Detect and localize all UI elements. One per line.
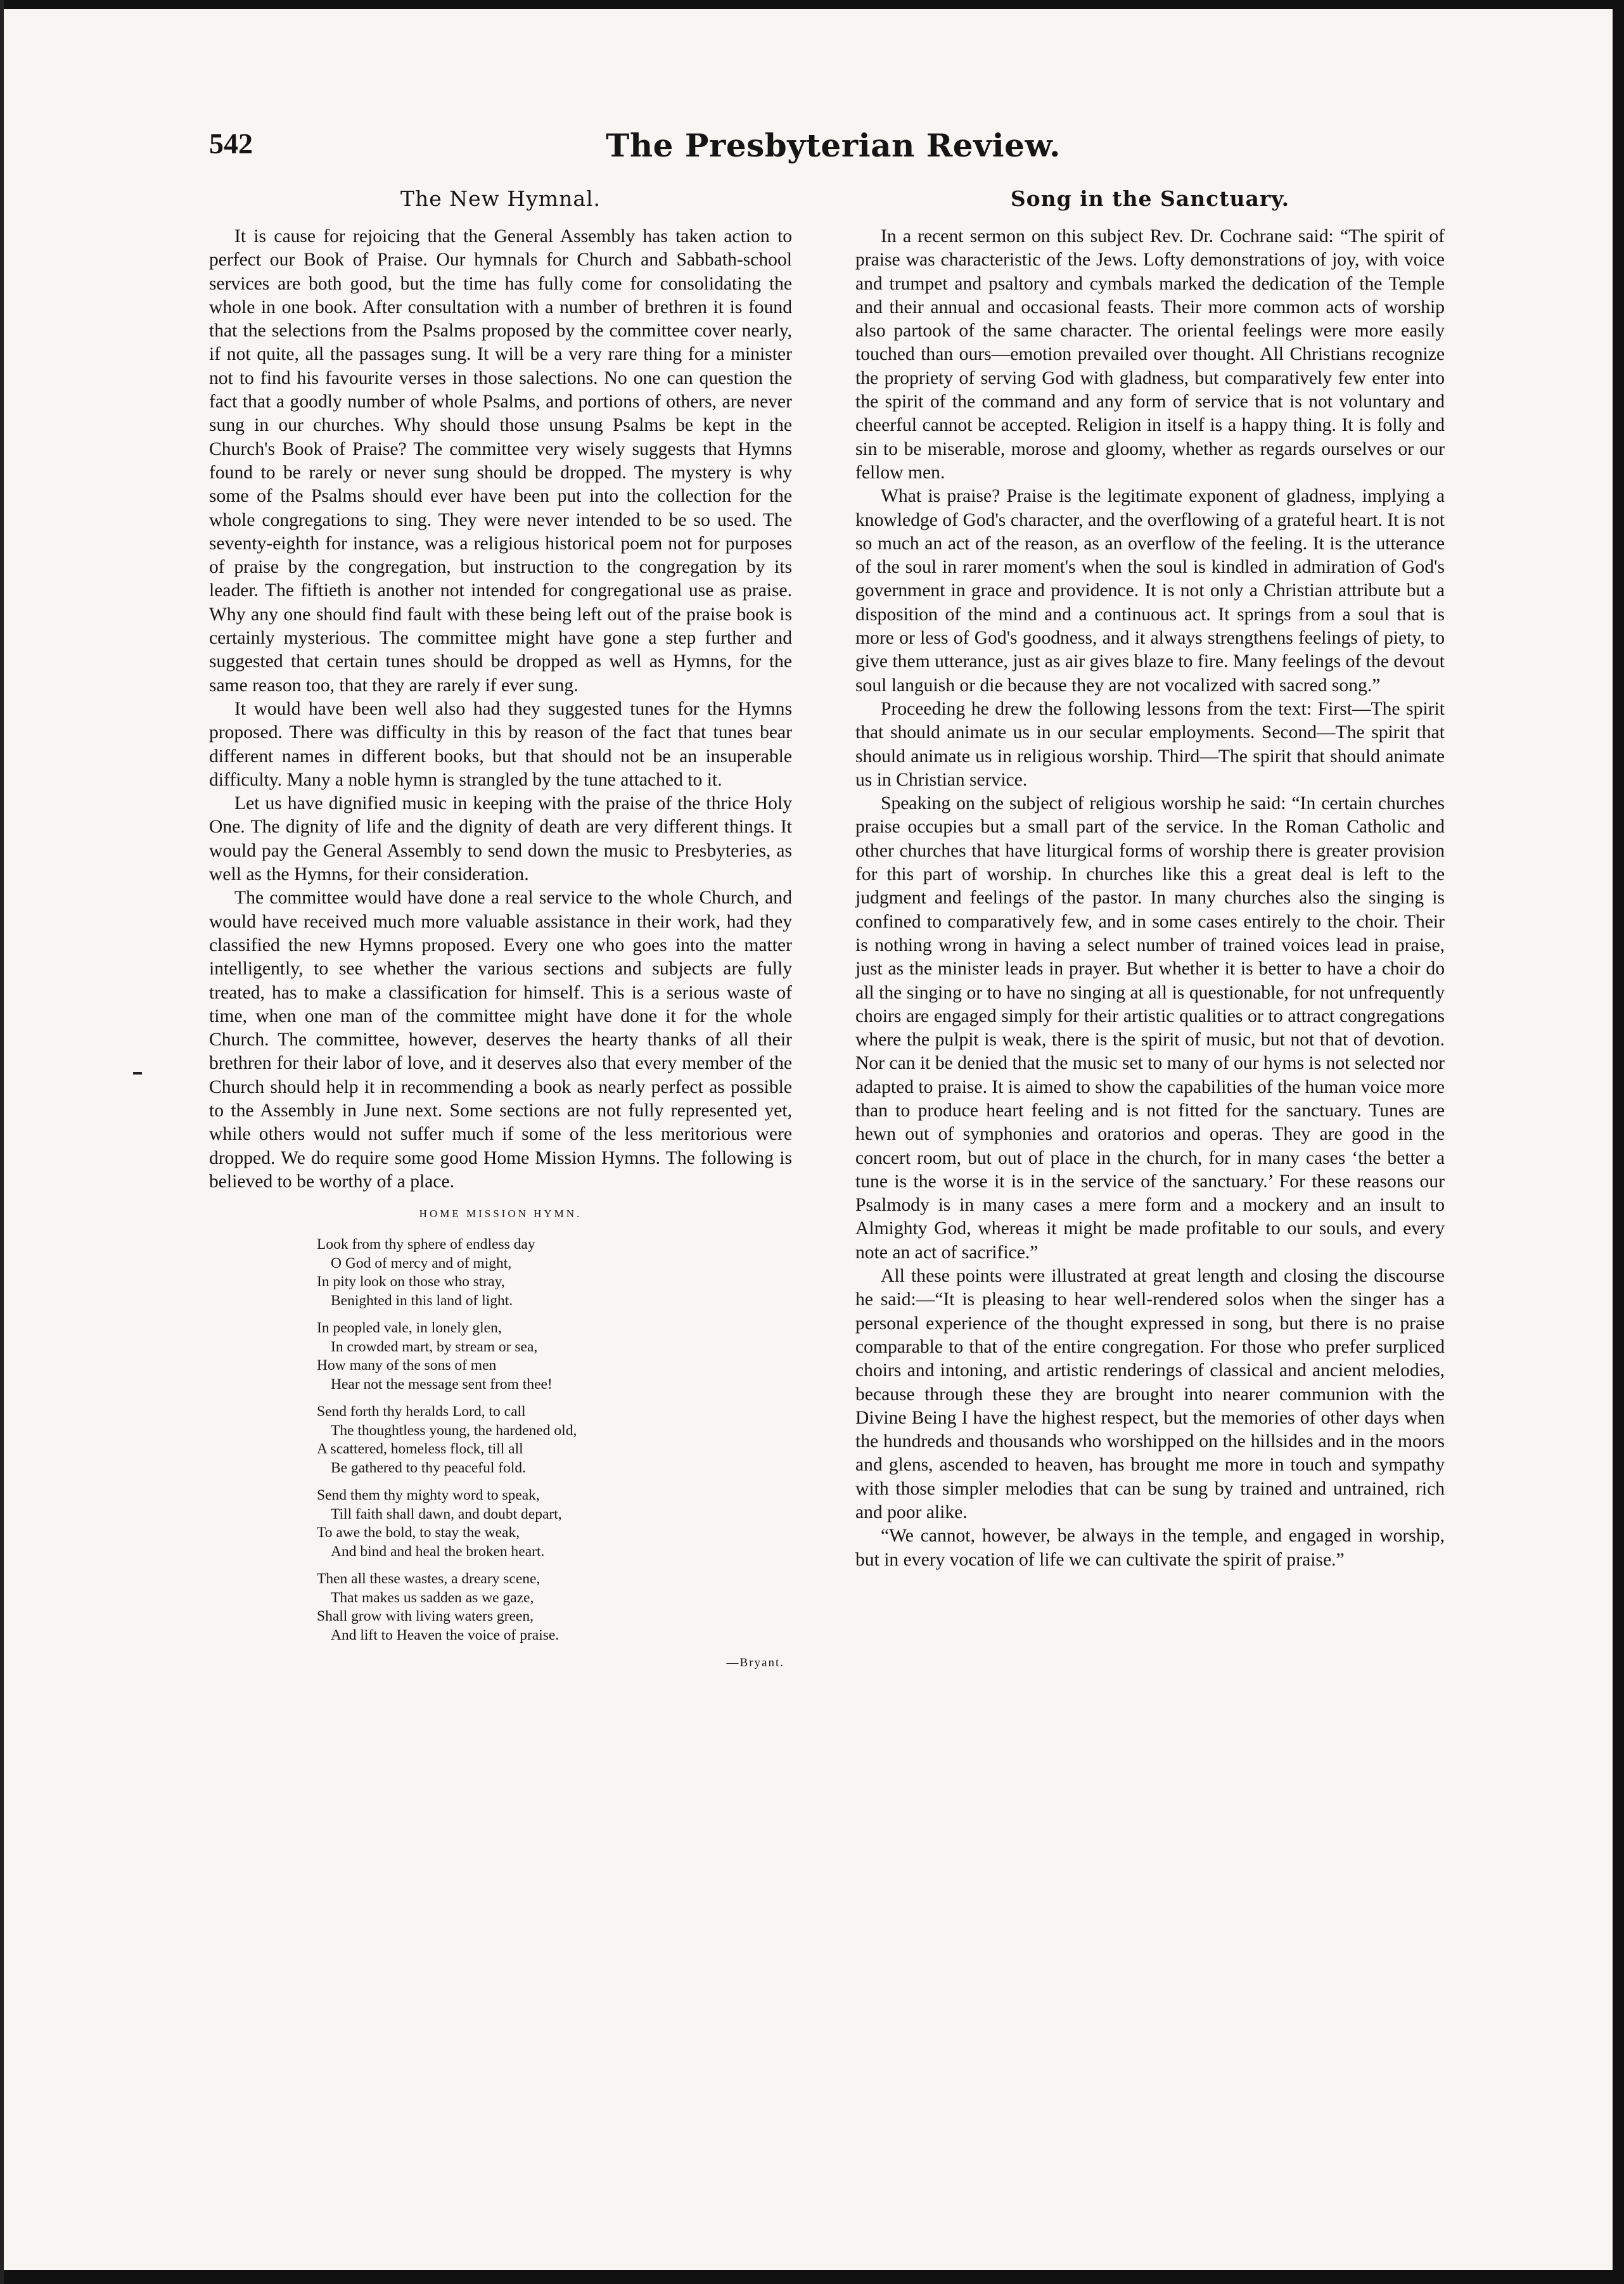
poem-stanza <box>317 1403 792 1477</box>
poem-stanza <box>317 1319 792 1394</box>
paragraph: Let us have dignified music in keeping with the praise of the thrice Holy One. The dignity of life and the dignity of death are very different things. It would pay the General Assembly to send down the music to Presbyteries, as well as the Hymns, for their consideration. <box>209 793 792 885</box>
scan-border-left <box>0 0 4 2284</box>
article-title-song-in-sanctuary: Song in the Sanctuary. <box>1010 186 1290 211</box>
paragraph: “We cannot, however, be always in the temple, and engaged in worship, but in every vocation of life we can cultivate the spirit of praise.” <box>855 1526 1445 1570</box>
poem-stanza <box>317 1486 792 1561</box>
article-title-new-hymnal: The New Hymnal. <box>400 186 601 211</box>
poem-line: And bind and heal the broken heart. <box>331 1543 545 1560</box>
poem-line: In pity look on those who stray, <box>317 1273 505 1291</box>
scan-border-bottom <box>0 2270 1624 2284</box>
poem-line: A scattered, homeless flock, till all <box>317 1441 523 1458</box>
paragraph: It would have been well also had they suggested tunes for the Hymns proposed. There was difficulty in this by reason of the fact that tunes bear different names in different books, but that should not be an insuperable difficulty. Many a noble hymn is strangled by the tune attached to it. <box>209 698 792 790</box>
poem-line: O God of mercy and of might, <box>331 1254 512 1272</box>
running-head <box>209 127 1457 171</box>
poem-line: And lift to Heaven the voice of praise. <box>331 1626 559 1643</box>
poem-line: The thoughtless young, the hardened old, <box>331 1422 577 1439</box>
poem-line: Send forth thy heralds Lord, to call <box>317 1403 526 1420</box>
poem-stanza <box>317 1235 792 1310</box>
paragraph: It is cause for rejoicing that the General Assembly has taken action to perfect our Book of Praise. Our hymnals for Church and Sabbath-school services are both good, but the time has fully come for consolidating the whole in one book. After consultation with a number of brethren it is found that the selections from the Psalms proposed by the committee cover nearly, if not quite, all the passages sung. It will be a very rare thing for a minister not to find his favourite verses in those salections. No one can question the fact that a goodly number of whole Psalms, and portions of others, are never sung in our churches. Why should those unsung Psalms be kept in the Church's Book of Praise? The committee very wisely suggests that Hymns found to be rarely or never sung should be dropped. The mystery is why some of the Psalms should ever have been put into the collection for the whole congregations to sing. They were never intended to be so used. The seventy-eighth for instance, was a religious historical poem not for purposes of praise by the congregation, but instruction to the congregation by its leader. The fiftieth is another not intended for congregational use as praise. Why any one should find fault with these being left out of the praise book is certainly mysterious. The committee might have gone a step further and suggested that certain tunes should be dropped as well as Hymns, for the same reason too, that they are rarely if ever sung. <box>209 226 792 696</box>
poem-line: How many of the sons of men <box>317 1357 497 1374</box>
poem-line: In crowded mart, by stream or sea, <box>331 1338 538 1355</box>
poem-line: Look from thy sphere of endless day <box>317 1236 535 1253</box>
paragraph: The committee would have done a real service to the whole Church, and would have received much more valuable assistance in their work, had they classified the new Hymns proposed. Every one who goes into the matter intelligently, to see whether the various sections and subjects are fully treated, has to make a classification for himself. This is a serious waste of time, when one man of the committee might have done it for the whole Church. The committee, however, deserves the hearty thanks of all their brethren for their labor of love, and it deserves also that every member of the Church should help it in recommending a book as nearly perfect as possible to the Assembly in June next. Some sections are not fully represented yet, while others would not suffer much if some of the less meritorious were dropped. We do require some good Home Mission Hymns. The following is believed to be worthy of a place. <box>209 888 792 1192</box>
paragraph: Proceeding he drew the following lessons from the text: First—The spirit that should animate us in our secular employments. Second—The spirit that should animate us in religious worship. Third—The spirit that should animate us in Christian service. <box>855 698 1445 790</box>
page-number: 542 <box>209 127 253 160</box>
poem-author: —Bryant. <box>726 1656 784 1670</box>
paragraph: In a recent sermon on this subject Rev. Dr. Cochrane said: “The spirit of praise was characteristic of the Jews. Lofty demonstrations of joy, with voice and trumpet and psaltory and cymbals marked the dedication of the Temple and their annual and occasional feasts. Their more common acts of worship also partook of the same character. The oriental feelings were more easily touched than ours—emotion prevailed over thought. All Christians recognize the propriety of serving God with gladness, but comparatively few enter into the spirit of the command and any form of service that is not voluntary and cheerful cannot be accepted. Religion in itself is a happy thing. It is folly and sin to be miserable, morose and gloomy, whether as regards ourselves or our fellow men. <box>855 226 1445 483</box>
poem-heading: HOME MISSION HYMN. <box>419 1208 582 1220</box>
poem-line: Be gathered to thy peaceful fold. <box>331 1459 526 1476</box>
page <box>209 127 1457 1670</box>
paragraph: All these points were illustrated at great length and closing the discourse he said:—“It is pleasing to hear well-rendered solos when the singer has a personal experience of the thought expressed in song, but there is no praise comparable to that of the entire congregation. For those who prefer surpliced choirs and intoning, and artistic renderings of classical and ancient melodies, because through these they are brought into nearer communion with the Divine Being I have the highest respect, but the memories of other days when the hundreds and thousands who worshipped on the hillsides and in the moors and glens, ascended to heaven, has brought me more in touch and sympathy with those simpler melodies that can be sung by trained and untrained, rich and poor alike. <box>855 1266 1445 1523</box>
poem-line: Shall grow with living waters green, <box>317 1608 534 1625</box>
scan-border-right <box>1613 0 1624 2284</box>
paragraph: Speaking on the subject of religious worship he said: “In certain churches praise occupies but a small part of the service. In the Roman Catholic and other churches that have liturgical forms of worship there is greater provision for this part of worship. In churches like this a great deal is left to the judgment and feelings of the pastor. In many churches also the singing is confined to comparatively few, and in some cases entirely to the choir. Their is nothing wrong in having a select number of trained voices lead in praise, just as the minister leads in prayer. But whether it is better to have a choir do all the singing or to have no singing at all is questionable, for not unfrequently choirs are engaged simply for their artistic qualities or to attract congregations where the pulpit is weak, there is the spirit of music, but not that of devotion. Nor can it be denied that the music set to many of our hyms is not selected nor adapted to praise. It is aimed to show the capabilities of the human voice more than to produce heart feeling and is not fitted for the sanctuary. Tunes are hewn out of symphonies and oratorios and operas. They are good in the concert room, but out of place in the church, for in many cases ‘the better a tune is the worse it is in the service of the sanctuary.’ For these reasons our Psalmody is in many cases a mere form and a mockery and an insult to Almighty God, whereas it might be made profitable to our souls, and every note an act of sacrifice.” <box>855 793 1445 1263</box>
poem-line: In peopled vale, in lonely glen, <box>317 1320 502 1337</box>
right-column <box>855 171 1445 1572</box>
margin-mark <box>133 1072 142 1075</box>
poem-line: To awe the bold, to stay the weak, <box>317 1524 520 1541</box>
journal-title: The Presbyterian Review. <box>606 127 1061 164</box>
poem-line: Hear not the message sent from thee! <box>331 1375 553 1393</box>
scan-border-top <box>0 0 1624 9</box>
poem-line: Till faith shall dawn, and doubt depart, <box>331 1505 562 1522</box>
poem-line: Then all these wastes, a dreary scene, <box>317 1571 540 1588</box>
poem-stanza <box>317 1570 792 1645</box>
left-column <box>209 171 792 1673</box>
paragraph: What is praise? Praise is the legitimate exponent of gladness, implying a knowledge of God's character, and the overflowing of a grateful heart. It is not so much an act of the reason, as an overflow of the feeling. It is the utterance of the soul in rarer moment's when the soul is kindled in admiration of God's government in grace and providence. It is not only a Christian attribute but a disposition of the mind and a continuous act. It springs from a soul that is more or less of God's goodness, and it always strengthens feelings of piety, to give them utterance, just as air gives blaze to fire. Many feelings of the devout soul languish or die because they are not vocalized with sacred song.” <box>855 486 1445 696</box>
poem <box>317 1235 792 1673</box>
poem-line: That makes us sadden as we gaze, <box>331 1589 534 1606</box>
poem-line: Send them thy mighty word to speak, <box>317 1487 540 1504</box>
poem-line: Benighted in this land of light. <box>331 1292 513 1309</box>
